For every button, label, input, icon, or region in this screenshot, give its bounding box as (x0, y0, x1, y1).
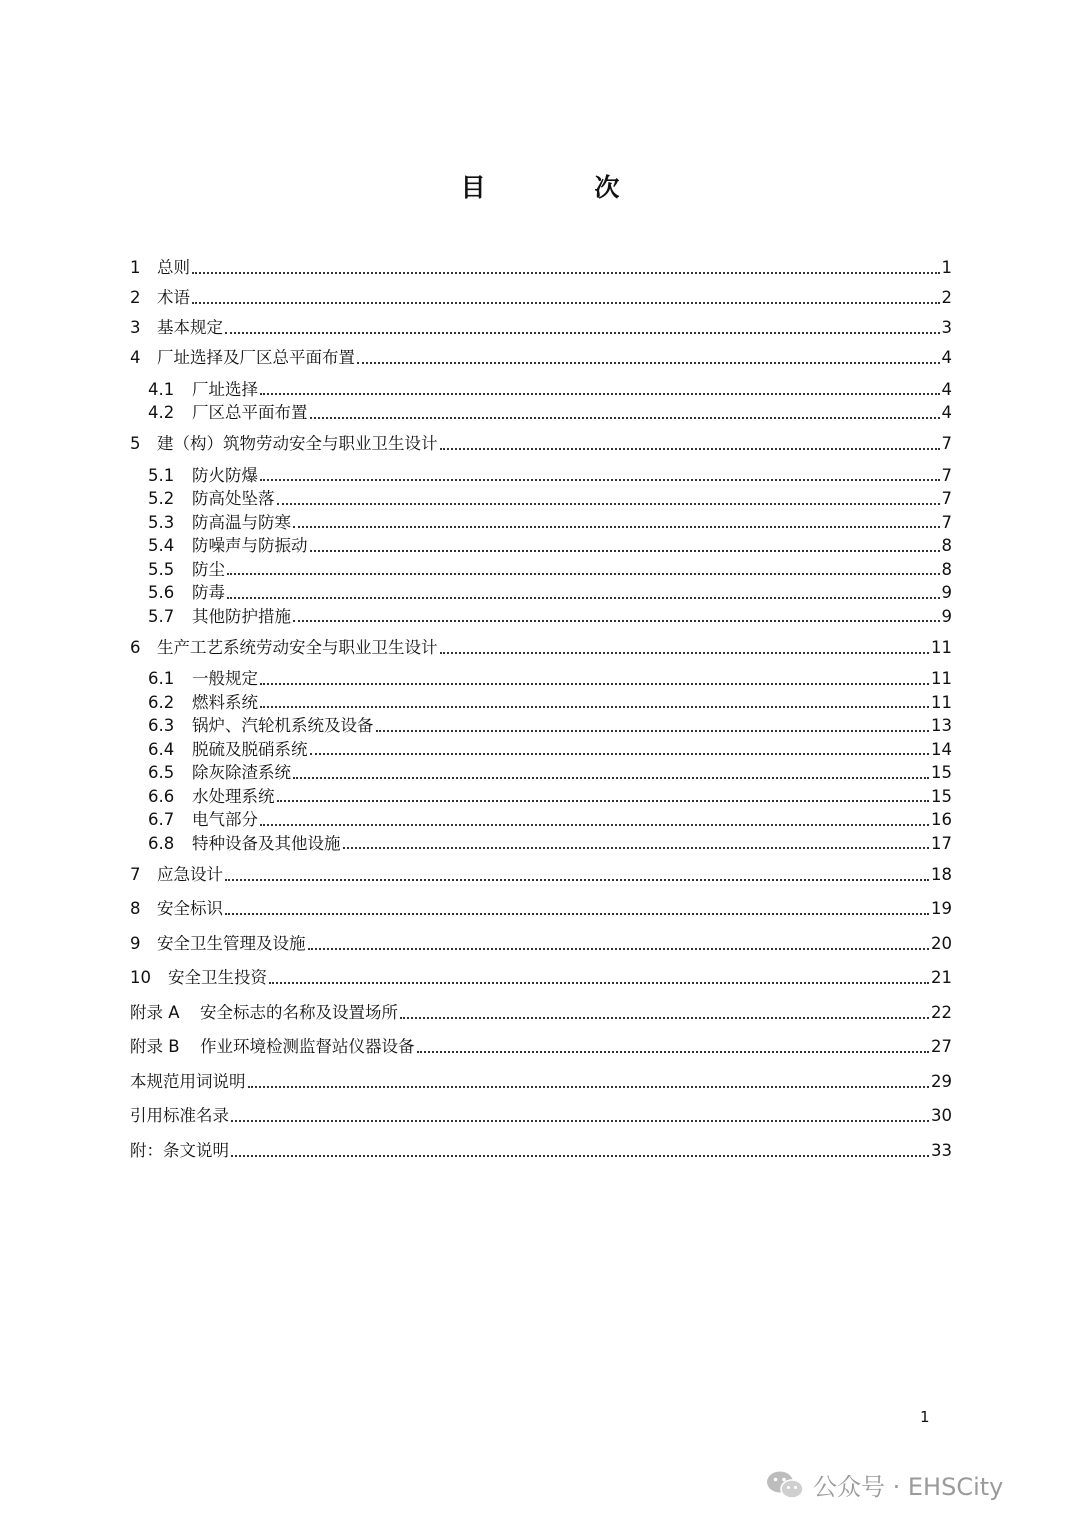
toc-label: 锅炉、汽轮机系统及设备 (192, 716, 374, 735)
dot-leader (293, 776, 929, 779)
toc-label: 防尘 (192, 559, 225, 579)
dot-leader (227, 572, 940, 575)
watermark (765, 1467, 1003, 1502)
toc-label: 防噪声与防振动 (192, 536, 308, 555)
toc-page: 9 (941, 583, 952, 602)
dot-leader (310, 752, 930, 755)
toc-number: 1 (130, 258, 141, 277)
toc-number: 6.3 (148, 716, 175, 735)
toc-page: 4 (941, 348, 952, 367)
toc-subentry[interactable] (130, 558, 952, 582)
toc-number: 10 (130, 968, 151, 987)
toc-subentry[interactable] (130, 667, 952, 691)
dot-leader (260, 392, 940, 395)
toc-label: 防高处坠落 (192, 489, 275, 508)
toc-number: 5.6 (148, 583, 175, 602)
toc-entry[interactable] (130, 313, 952, 343)
toc-page: 33 (931, 1140, 952, 1160)
watermark-text: 公众号 · EHSCity (813, 1473, 1004, 1501)
toc-entry[interactable] (130, 429, 952, 459)
dot-leader (225, 331, 940, 334)
dot-leader (440, 447, 940, 450)
toc-page: 9 (941, 606, 952, 626)
dot-leader (357, 361, 940, 364)
toc-entry[interactable] (130, 894, 952, 924)
dot-leader (293, 619, 940, 622)
toc-number: 附录 A (130, 1002, 180, 1022)
toc-number: 5.1 (148, 465, 175, 485)
toc-page: 7 (941, 465, 952, 485)
page-number: 1 (920, 1408, 930, 1426)
toc-page: 3 (941, 318, 952, 337)
dot-leader (231, 1119, 929, 1122)
toc-page: 18 (931, 864, 952, 884)
toc-number: 6.6 (148, 786, 175, 806)
toc-label: 电气部分 (192, 810, 258, 829)
toc-label: 防毒 (192, 583, 225, 602)
dot-leader (260, 682, 929, 685)
toc-page: 8 (941, 536, 952, 555)
dot-leader (225, 912, 929, 915)
toc-label: 安全标志的名称及设置场所 (200, 1002, 398, 1022)
toc-number: 5.7 (148, 606, 175, 626)
toc-subentry[interactable] (130, 487, 952, 511)
toc-page: 11 (931, 692, 952, 712)
toc-page: 27 (931, 1037, 952, 1056)
toc-label: 水处理系统 (192, 786, 275, 806)
toc-entry[interactable] (130, 633, 952, 663)
page-title: 目 次 (460, 173, 670, 202)
toc-number: 4.2 (148, 403, 175, 422)
toc-number: 8 (130, 899, 141, 918)
toc-page: 15 (931, 763, 952, 782)
toc-label: 燃料系统 (192, 692, 258, 712)
toc-number: 6.4 (148, 739, 175, 759)
toc-subentry[interactable] (130, 401, 952, 425)
toc-subentry[interactable] (130, 808, 952, 832)
toc-page: 30 (931, 1106, 952, 1125)
toc-entry[interactable] (130, 963, 952, 993)
dot-leader (192, 271, 940, 274)
toc-page: 4 (941, 403, 952, 422)
toc-label: 特种设备及其他设施 (192, 833, 341, 853)
dot-leader (260, 705, 929, 708)
toc-label: 总则 (157, 258, 190, 277)
dot-leader (310, 416, 940, 419)
toc-page: 17 (931, 833, 952, 853)
toc-number: 2 (130, 288, 141, 307)
dot-leader (260, 823, 929, 826)
toc-subentry[interactable] (130, 761, 952, 785)
toc-label: 作业环境检测监督站仪器设备 (200, 1037, 415, 1056)
toc-page: 4 (941, 379, 952, 399)
toc-page: 2 (941, 288, 952, 307)
dot-leader (343, 846, 930, 849)
toc-subentry[interactable] (130, 691, 952, 715)
toc-label: 安全标识 (157, 899, 223, 918)
toc-number: 5.5 (148, 559, 175, 579)
toc-page: 20 (931, 933, 952, 953)
toc-subentry[interactable] (130, 511, 952, 535)
toc-number: 5 (130, 434, 141, 453)
toc-number: 6.8 (148, 833, 175, 853)
toc-page: 7 (941, 512, 952, 532)
toc-label: 厂区总平面布置 (192, 403, 308, 422)
toc-number: 7 (130, 864, 141, 884)
toc-entry[interactable] (130, 253, 952, 283)
toc-subentry[interactable] (130, 785, 952, 809)
toc-number: 9 (130, 933, 141, 953)
toc-label: 除灰除渣系统 (192, 763, 291, 782)
toc-subentry[interactable] (130, 714, 952, 738)
toc-entry[interactable] (130, 998, 952, 1028)
toc-number: 5.2 (148, 489, 175, 508)
dot-leader (277, 799, 930, 802)
toc-label: 其他防护措施 (192, 606, 291, 626)
toc-page: 11 (931, 669, 952, 688)
dot-leader (417, 1050, 930, 1053)
dot-leader (260, 478, 940, 481)
dot-leader (293, 525, 940, 528)
dot-leader (277, 502, 940, 505)
dot-leader (227, 596, 940, 599)
toc-number: 附录 B (130, 1037, 180, 1056)
toc-subentry[interactable] (130, 738, 952, 762)
wechat-icon (765, 1469, 805, 1501)
toc-number: 4 (130, 348, 141, 367)
toc-number: 6.5 (148, 763, 175, 782)
toc-label: 附：条文说明 (130, 1140, 229, 1160)
toc-number: 5.3 (148, 512, 175, 532)
toc-entry[interactable] (130, 1032, 952, 1062)
toc-number: 3 (130, 318, 141, 337)
toc-subentry[interactable] (130, 832, 952, 856)
toc-subentry[interactable] (130, 464, 952, 488)
dot-leader (308, 947, 930, 950)
dot-leader (248, 1085, 930, 1088)
toc-entry[interactable] (130, 1067, 952, 1097)
toc-page: 7 (941, 434, 952, 453)
toc-entry[interactable] (130, 283, 952, 313)
toc-page: 29 (931, 1071, 952, 1091)
toc-label: 安全卫生投资 (168, 968, 267, 987)
dot-leader (310, 549, 940, 552)
toc-number: 5.4 (148, 536, 175, 555)
toc-page: 7 (941, 489, 952, 508)
toc-subentry[interactable] (130, 534, 952, 558)
toc-page: 14 (931, 739, 952, 759)
toc-subentry[interactable] (130, 581, 952, 605)
dot-leader (440, 651, 930, 654)
toc-page: 13 (931, 716, 952, 735)
toc-label: 一般规定 (192, 669, 258, 688)
toc-number: 6.7 (148, 810, 175, 829)
toc-label: 厂址选择 (192, 379, 258, 399)
toc-label: 应急设计 (157, 864, 223, 884)
dot-leader (192, 301, 940, 304)
table-of-contents (130, 253, 952, 1166)
toc-label: 基本规定 (157, 318, 223, 337)
toc-entry[interactable] (130, 929, 952, 959)
toc-page: 8 (941, 559, 952, 579)
toc-subentry[interactable] (130, 378, 952, 402)
toc-label: 安全卫生管理及设施 (157, 933, 306, 953)
toc-entry[interactable] (130, 1101, 952, 1131)
toc-page: 1 (941, 258, 952, 277)
toc-label: 本规范用词说明 (130, 1071, 246, 1091)
toc-entry[interactable] (130, 343, 952, 373)
toc-number: 6.2 (148, 692, 175, 712)
toc-subentry[interactable] (130, 605, 952, 629)
toc-number: 6.1 (148, 669, 175, 688)
dot-leader (400, 1016, 929, 1019)
toc-page: 21 (931, 968, 952, 987)
toc-page: 22 (931, 1002, 952, 1022)
toc-label: 引用标准名录 (130, 1106, 229, 1125)
toc-label: 防火防爆 (192, 465, 258, 485)
toc-page: 16 (931, 810, 952, 829)
dot-leader (231, 1154, 929, 1157)
toc-page: 11 (931, 637, 952, 657)
toc-label: 脱硫及脱硝系统 (192, 739, 308, 759)
toc-label: 厂址选择及厂区总平面布置 (157, 348, 355, 367)
dot-leader (225, 878, 929, 881)
toc-number: 4.1 (148, 379, 175, 399)
toc-entry[interactable] (130, 860, 952, 890)
dot-leader (269, 981, 929, 984)
toc-label: 防高温与防寒 (192, 512, 291, 532)
toc-label: 术语 (157, 288, 190, 307)
toc-entry[interactable] (130, 1136, 952, 1166)
toc-label: 生产工艺系统劳动安全与职业卫生设计 (157, 637, 438, 657)
toc-label: 建（构）筑物劳动安全与职业卫生设计 (157, 434, 438, 453)
toc-number: 6 (130, 637, 141, 657)
dot-leader (376, 729, 930, 732)
toc-page: 15 (931, 786, 952, 806)
toc-page: 19 (931, 899, 952, 918)
